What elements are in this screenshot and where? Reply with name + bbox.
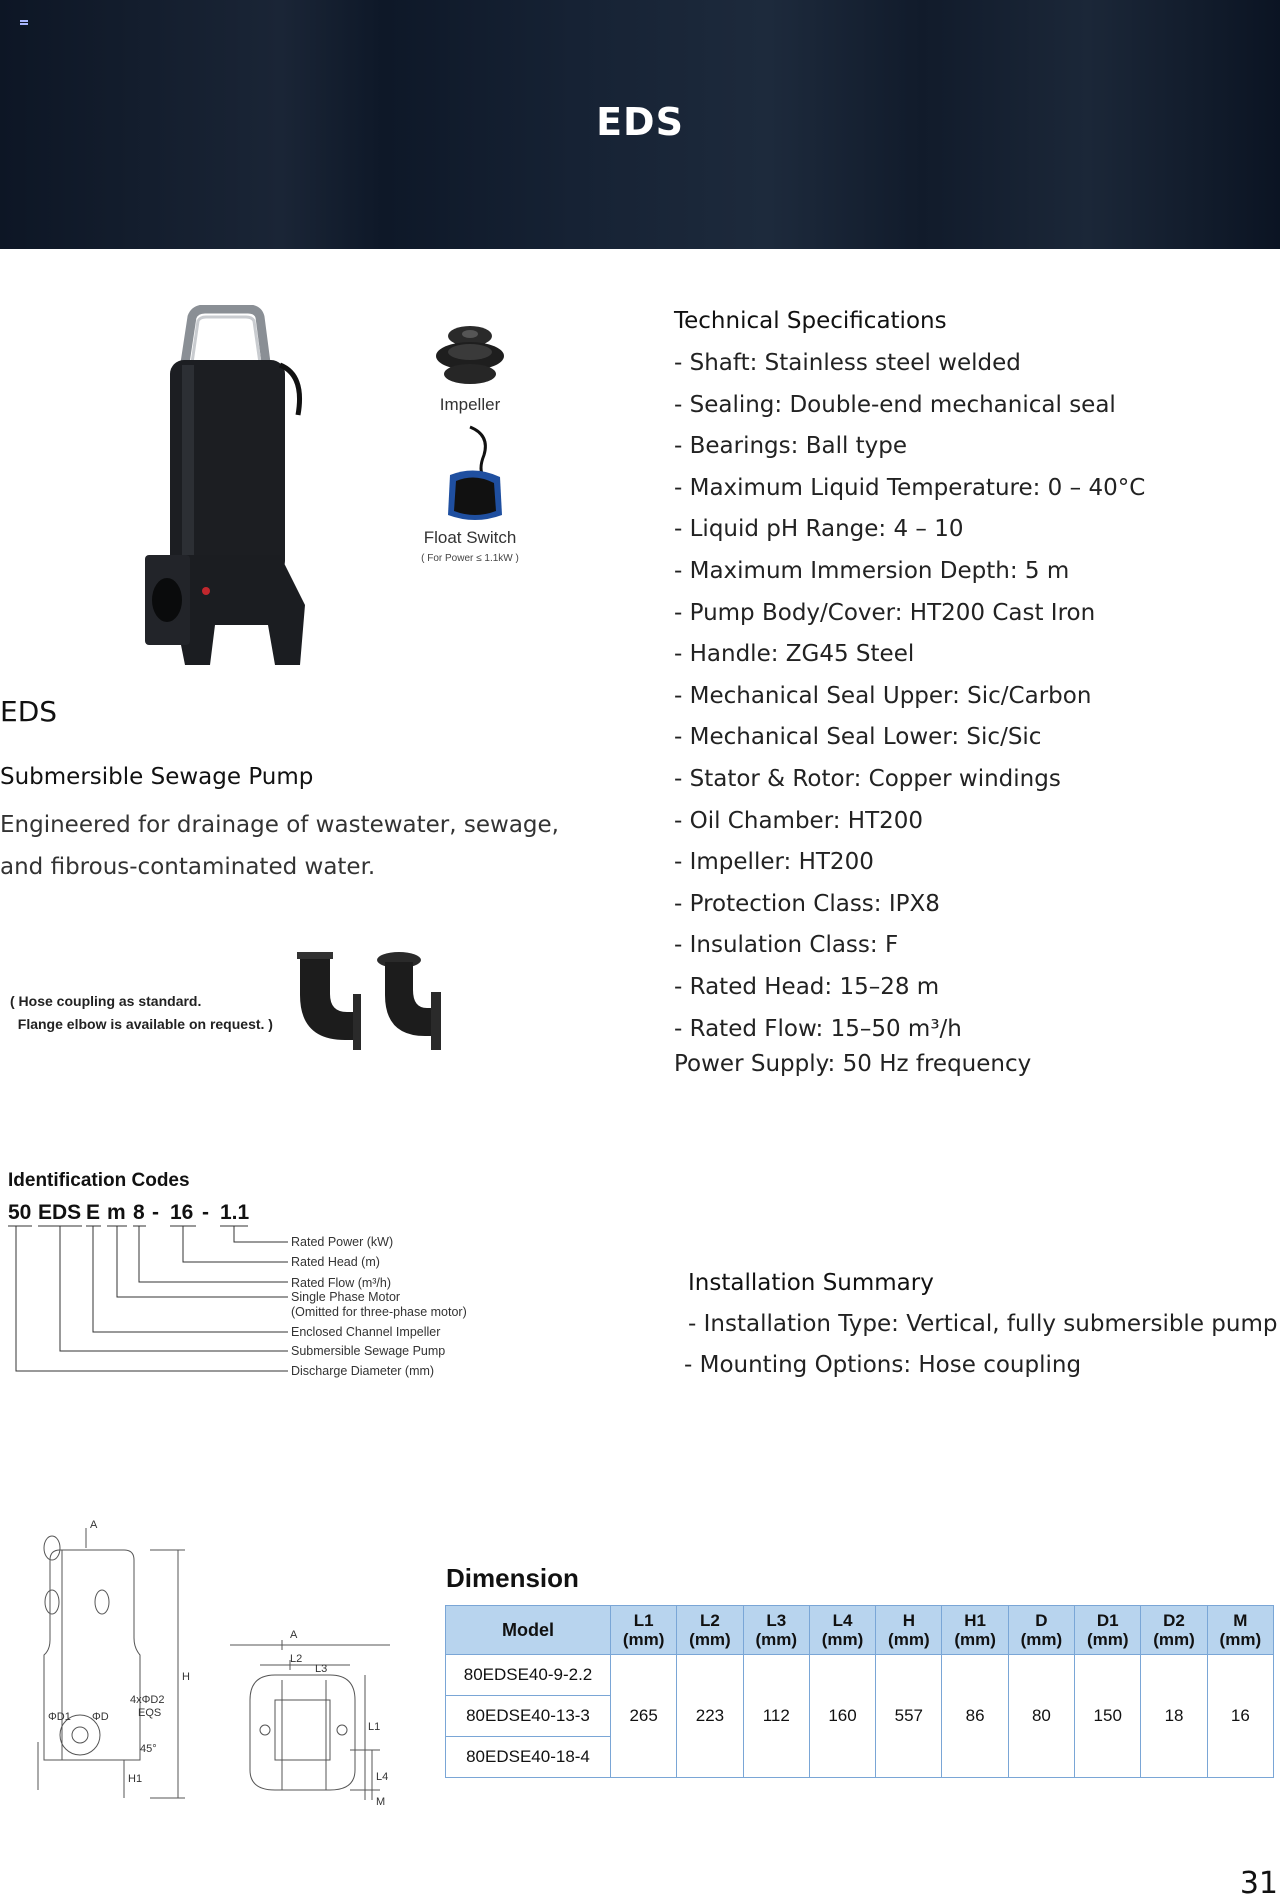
spec-item: - Handle: ZG45 Steel bbox=[674, 641, 915, 668]
drawing-label: EQS bbox=[138, 1707, 162, 1719]
identification-title: Identification Codes bbox=[8, 1170, 190, 1191]
code-part: EDS bbox=[38, 1201, 82, 1224]
value-cell: 160 bbox=[809, 1655, 875, 1778]
drawing-label: 45° bbox=[140, 1743, 157, 1755]
column-header: L3 (mm) bbox=[743, 1606, 809, 1655]
code-part: 8 bbox=[133, 1201, 145, 1224]
ident-label: Submersible Sewage Pump bbox=[291, 1344, 446, 1358]
pump-image bbox=[130, 305, 330, 670]
spec-item: - Rated Head: 15–28 m bbox=[674, 973, 940, 1000]
drawing-label: H bbox=[182, 1671, 190, 1683]
ident-label: Single Phase Motor bbox=[291, 1290, 401, 1304]
column-header: H1 (mm) bbox=[942, 1606, 1008, 1655]
page-title: EDS bbox=[596, 100, 684, 144]
spec-item: - Stator & Rotor: Copper windings bbox=[674, 765, 1061, 792]
spec-item: - Insulation Class: F bbox=[674, 932, 899, 959]
page-header bbox=[0, 0, 1280, 249]
column-header: L2 (mm) bbox=[677, 1606, 743, 1655]
impeller-image bbox=[430, 320, 510, 388]
menu-icon[interactable] bbox=[20, 20, 28, 26]
model-cell: 80EDSE40-18-4 bbox=[446, 1737, 611, 1778]
code-part: 50 bbox=[8, 1201, 32, 1224]
spec-item: - Impeller: HT200 bbox=[674, 849, 874, 876]
table-row bbox=[446, 1655, 1274, 1696]
value-cell: 150 bbox=[1075, 1655, 1141, 1778]
hose-elbow-image bbox=[295, 950, 370, 1050]
value-cell: 112 bbox=[743, 1655, 809, 1778]
drawing-label: L4 bbox=[376, 1771, 389, 1783]
dimension-table bbox=[445, 1605, 1274, 1778]
code-part: 16 bbox=[170, 1201, 194, 1224]
drawing-label: H1 bbox=[128, 1773, 143, 1785]
drawing-label: 4xΦD2 bbox=[130, 1694, 165, 1706]
float-switch-label: Float Switch bbox=[423, 528, 517, 547]
ident-label: Rated Flow (m³/h) bbox=[291, 1276, 392, 1290]
code-part: 1.1 bbox=[220, 1201, 250, 1224]
column-header: L4 (mm) bbox=[809, 1606, 875, 1655]
value-cell: 80 bbox=[1008, 1655, 1074, 1778]
drawing-label: ΦD bbox=[92, 1711, 109, 1723]
ident-label: Enclosed Channel Impeller bbox=[291, 1325, 441, 1339]
top-view-drawing bbox=[230, 1620, 400, 1820]
column-header: D (mm) bbox=[1008, 1606, 1074, 1655]
installation-item: - Installation Type: Vertical, fully submersible pump bbox=[688, 1311, 1278, 1337]
spec-item: - Maximum Immersion Depth: 5 m bbox=[674, 557, 1070, 584]
impeller-label: Impeller bbox=[439, 395, 501, 414]
product-name: EDS bbox=[0, 695, 58, 728]
drawing-label: L3 bbox=[315, 1663, 328, 1675]
code-part: m bbox=[107, 1201, 126, 1224]
flange-elbow-image bbox=[375, 950, 450, 1050]
value-cell: 223 bbox=[677, 1655, 743, 1778]
product-subtitle: Submersible Sewage Pump bbox=[0, 764, 314, 790]
float-switch-note: ( For Power ≤ 1.1kW ) bbox=[421, 553, 519, 564]
ident-label: Rated Power (kW) bbox=[291, 1235, 394, 1249]
column-header: D2 (mm) bbox=[1141, 1606, 1207, 1655]
model-cell: 80EDSE40-9-2.2 bbox=[446, 1655, 611, 1696]
installation-item: - Mounting Options: Hose coupling bbox=[684, 1352, 1082, 1378]
drawing-label: M bbox=[376, 1796, 386, 1808]
specs-title: Technical Specifications bbox=[674, 308, 947, 334]
value-cell: 18 bbox=[1141, 1655, 1207, 1778]
ident-label: (Omitted for three-phase motor) bbox=[291, 1305, 467, 1319]
spec-item: - Mechanical Seal Lower: Sic/Sic bbox=[674, 724, 1042, 751]
drawing-label: L1 bbox=[368, 1721, 381, 1733]
spec-item: - Mechanical Seal Upper: Sic/Carbon bbox=[674, 682, 1092, 709]
page-number: 31 bbox=[1239, 1866, 1278, 1901]
spec-item: - Shaft: Stainless steel welded bbox=[674, 350, 1021, 376]
table-header-row bbox=[446, 1606, 1274, 1655]
dimension-title: Dimension bbox=[446, 1563, 579, 1593]
value-cell: 16 bbox=[1207, 1655, 1273, 1778]
installation-title: Installation Summary bbox=[688, 1270, 934, 1296]
code-part: E bbox=[86, 1201, 101, 1224]
spec-item: - Oil Chamber: HT200 bbox=[674, 807, 924, 834]
column-header: D1 (mm) bbox=[1075, 1606, 1141, 1655]
spec-item: - Bearings: Ball type bbox=[674, 433, 908, 460]
code-part: - bbox=[202, 1201, 209, 1224]
spec-item: - Protection Class: IPX8 bbox=[674, 890, 940, 917]
code-part: - bbox=[152, 1201, 159, 1224]
hose-coupling-note: ( Hose coupling as standard. Flange elbow is available on request. ) bbox=[10, 993, 273, 1032]
value-cell: 86 bbox=[942, 1655, 1008, 1778]
float-switch-image bbox=[440, 425, 510, 525]
ident-label: Discharge Diameter (mm) bbox=[291, 1364, 435, 1378]
specs-list bbox=[674, 343, 1145, 1050]
model-cell: 80EDSE40-13-3 bbox=[446, 1696, 611, 1737]
column-header: Model bbox=[446, 1606, 611, 1655]
spec-item: - Sealing: Double-end mechanical seal bbox=[674, 391, 1116, 418]
spec-item: - Liquid pH Range: 4 – 10 bbox=[674, 516, 964, 543]
identification-diagram bbox=[0, 1195, 500, 1385]
spec-item: - Rated Flow: 15–50 m³/h bbox=[674, 1015, 962, 1042]
spec-power-supply: Power Supply: 50 Hz frequency bbox=[674, 1051, 1032, 1077]
ident-label: Rated Head (m) bbox=[291, 1255, 380, 1269]
column-header: L1 (mm) bbox=[611, 1606, 677, 1655]
spec-item: - Pump Body/Cover: HT200 Cast Iron bbox=[674, 599, 1096, 626]
side-view-drawing bbox=[20, 1520, 200, 1820]
drawing-label: ΦD1 bbox=[48, 1711, 71, 1723]
spec-item: - Maximum Liquid Temperature: 0 – 40°C bbox=[674, 474, 1146, 501]
drawing-label: A bbox=[290, 1629, 298, 1641]
value-cell: 557 bbox=[876, 1655, 942, 1778]
value-cell: 265 bbox=[611, 1655, 677, 1778]
drawing-label: A bbox=[90, 1520, 98, 1531]
drawing-label: L2 bbox=[290, 1653, 303, 1665]
column-header: H (mm) bbox=[876, 1606, 942, 1655]
product-description: Engineered for drainage of wastewater, sewage, and fibrous-contaminated water. bbox=[0, 812, 559, 880]
column-header: M (mm) bbox=[1207, 1606, 1273, 1655]
